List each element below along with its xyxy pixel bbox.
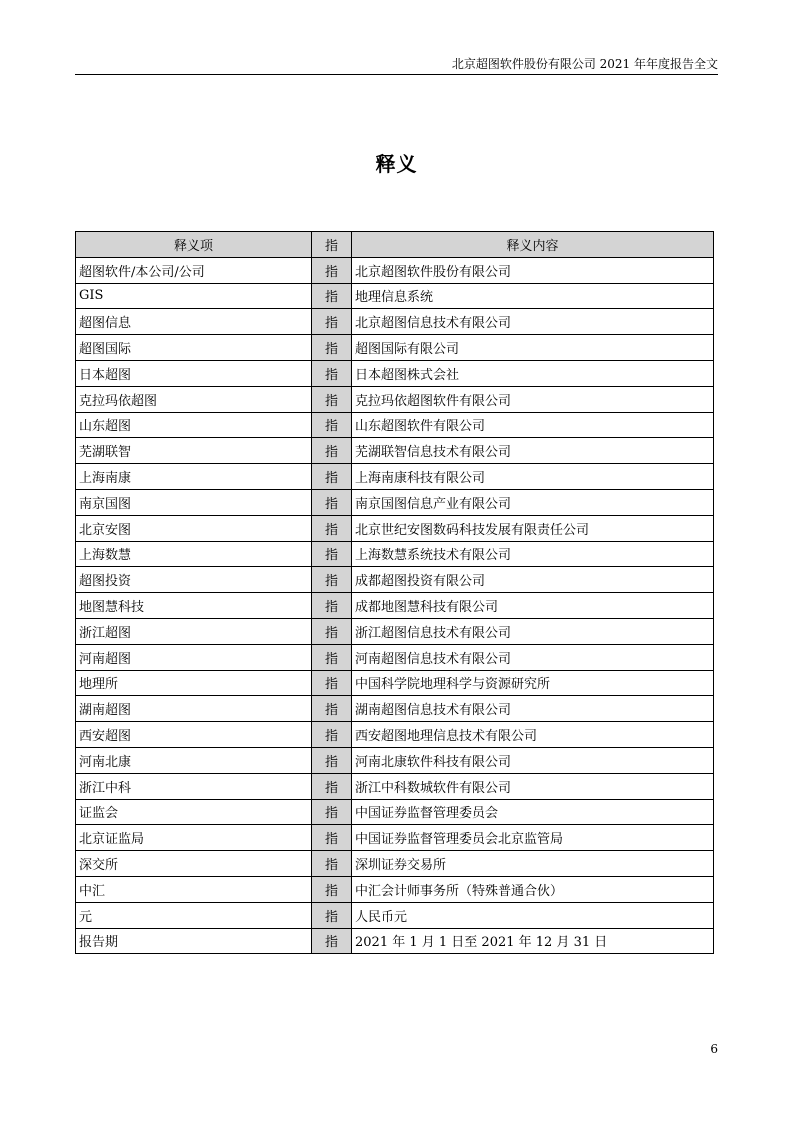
running-title: 北京超图软件股份有限公司 2021 年年度报告全文: [451, 57, 718, 71]
means-cell: 指: [312, 722, 352, 748]
means-cell: 指: [312, 618, 352, 644]
term-cell: 西安超图: [76, 722, 312, 748]
definitions-table: [75, 231, 714, 954]
definition-cell: 2021 年 1 月 1 日至 2021 年 12 月 31 日: [352, 928, 714, 954]
term-cell: 浙江超图: [76, 618, 312, 644]
column-header-means: 指: [312, 232, 352, 258]
term-cell: 上海南康: [76, 464, 312, 490]
table-row: [76, 722, 714, 748]
definition-cell: 河南北康软件科技有限公司: [352, 747, 714, 773]
term-cell: 上海数慧: [76, 541, 312, 567]
term-cell: 地图慧科技: [76, 593, 312, 619]
means-cell: 指: [312, 464, 352, 490]
term-cell: 超图国际: [76, 335, 312, 361]
means-cell: 指: [312, 412, 352, 438]
term-cell: 超图信息: [76, 309, 312, 335]
means-cell: 指: [312, 773, 352, 799]
term-cell: 地理所: [76, 670, 312, 696]
table-row: [76, 567, 714, 593]
table-row: [76, 876, 714, 902]
means-cell: 指: [312, 851, 352, 877]
means-cell: 指: [312, 309, 352, 335]
table-row: [76, 412, 714, 438]
definition-cell: 中国证券监督管理委员会: [352, 799, 714, 825]
table-row: [76, 593, 714, 619]
column-header-definition: 释义内容: [352, 232, 714, 258]
means-cell: 指: [312, 489, 352, 515]
table-row: [76, 515, 714, 541]
definition-cell: 北京超图信息技术有限公司: [352, 309, 714, 335]
definition-cell: 上海数慧系统技术有限公司: [352, 541, 714, 567]
definition-cell: 中国科学院地理科学与资源研究所: [352, 670, 714, 696]
means-cell: 指: [312, 515, 352, 541]
definition-cell: 南京国图信息产业有限公司: [352, 489, 714, 515]
term-cell: 深交所: [76, 851, 312, 877]
term-cell: 浙江中科: [76, 773, 312, 799]
term-cell: 报告期: [76, 928, 312, 954]
page-number: 6: [710, 1042, 718, 1056]
table-row: [76, 773, 714, 799]
table-row: [76, 489, 714, 515]
table-row: [76, 257, 714, 283]
definition-cell: 浙江中科数城软件有限公司: [352, 773, 714, 799]
term-cell: 芜湖联智: [76, 438, 312, 464]
term-cell: 中汇: [76, 876, 312, 902]
means-cell: 指: [312, 593, 352, 619]
table-row: [76, 618, 714, 644]
means-cell: 指: [312, 876, 352, 902]
table-row: [76, 928, 714, 954]
table-row: [76, 464, 714, 490]
table-row: [76, 283, 714, 309]
table-row: [76, 360, 714, 386]
means-cell: 指: [312, 438, 352, 464]
page-header: [75, 56, 718, 75]
term-cell: 湖南超图: [76, 696, 312, 722]
table-row: [76, 541, 714, 567]
definition-cell: 成都超图投资有限公司: [352, 567, 714, 593]
definition-cell: 人民币元: [352, 902, 714, 928]
means-cell: 指: [312, 257, 352, 283]
table-row: [76, 799, 714, 825]
term-cell: 克拉玛依超图: [76, 386, 312, 412]
term-cell: 山东超图: [76, 412, 312, 438]
term-cell: 河南超图: [76, 644, 312, 670]
table-row: [76, 309, 714, 335]
table-row: [76, 902, 714, 928]
table-header-row: [76, 232, 714, 258]
table-row: [76, 696, 714, 722]
term-cell: 河南北康: [76, 747, 312, 773]
term-cell: 南京国图: [76, 489, 312, 515]
means-cell: 指: [312, 696, 352, 722]
means-cell: 指: [312, 799, 352, 825]
means-cell: 指: [312, 386, 352, 412]
means-cell: 指: [312, 747, 352, 773]
term-cell: 日本超图: [76, 360, 312, 386]
definition-cell: 河南超图信息技术有限公司: [352, 644, 714, 670]
table-row: [76, 438, 714, 464]
means-cell: 指: [312, 360, 352, 386]
means-cell: 指: [312, 902, 352, 928]
definition-cell: 山东超图软件有限公司: [352, 412, 714, 438]
column-header-term: 释义项: [76, 232, 312, 258]
definition-cell: 中汇会计师事务所（特殊普通合伙）: [352, 876, 714, 902]
definition-cell: 日本超图株式会社: [352, 360, 714, 386]
table-body: [76, 257, 714, 954]
means-cell: 指: [312, 644, 352, 670]
means-cell: 指: [312, 670, 352, 696]
table-row: [76, 747, 714, 773]
definition-cell: 中国证券监督管理委员会北京监管局: [352, 825, 714, 851]
means-cell: 指: [312, 541, 352, 567]
definition-cell: 湖南超图信息技术有限公司: [352, 696, 714, 722]
term-cell: 北京安图: [76, 515, 312, 541]
table-row: [76, 386, 714, 412]
definition-cell: 成都地图慧科技有限公司: [352, 593, 714, 619]
definition-cell: 克拉玛依超图软件有限公司: [352, 386, 714, 412]
term-cell: 超图投资: [76, 567, 312, 593]
table-row: [76, 825, 714, 851]
means-cell: 指: [312, 567, 352, 593]
term-cell: 北京证监局: [76, 825, 312, 851]
term-cell: 证监会: [76, 799, 312, 825]
means-cell: 指: [312, 283, 352, 309]
definition-cell: 北京世纪安图数码科技发展有限责任公司: [352, 515, 714, 541]
term-cell: 元: [76, 902, 312, 928]
definition-cell: 上海南康科技有限公司: [352, 464, 714, 490]
table-row: [76, 670, 714, 696]
definition-cell: 深圳证券交易所: [352, 851, 714, 877]
table-row: [76, 851, 714, 877]
definition-cell: 芜湖联智信息技术有限公司: [352, 438, 714, 464]
definition-cell: 西安超图地理信息技术有限公司: [352, 722, 714, 748]
definition-cell: 北京超图软件股份有限公司: [352, 257, 714, 283]
table-row: [76, 644, 714, 670]
definition-cell: 地理信息系统: [352, 283, 714, 309]
table-row: [76, 335, 714, 361]
means-cell: 指: [312, 335, 352, 361]
definition-cell: 超图国际有限公司: [352, 335, 714, 361]
term-cell: 超图软件/本公司/公司: [76, 257, 312, 283]
definition-cell: 浙江超图信息技术有限公司: [352, 618, 714, 644]
term-cell: GIS: [76, 283, 312, 309]
means-cell: 指: [312, 825, 352, 851]
page-title: 释义: [375, 152, 418, 176]
means-cell: 指: [312, 928, 352, 954]
